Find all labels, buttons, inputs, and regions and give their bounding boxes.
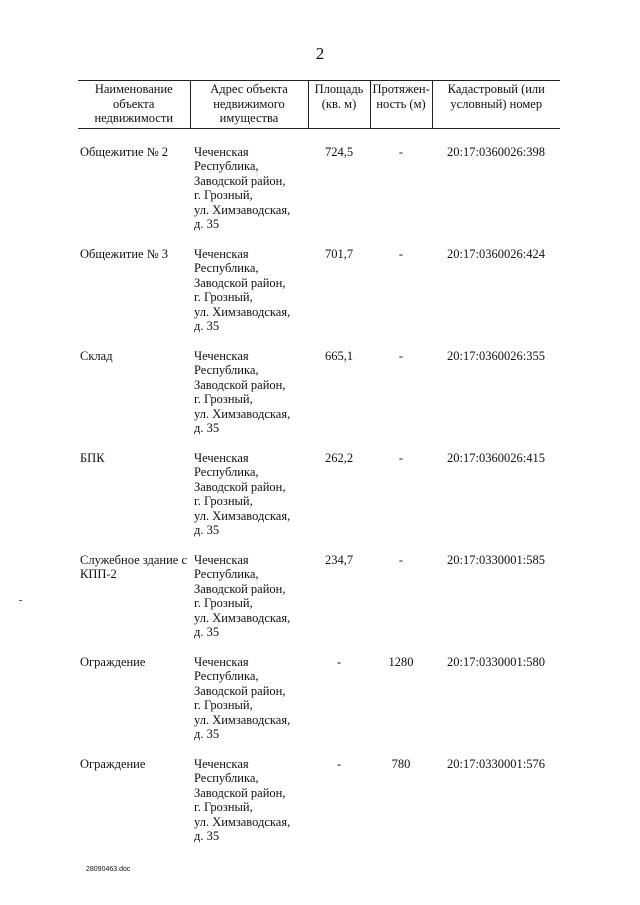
- address-line: Заводской район,: [194, 683, 286, 698]
- object-area: -: [336, 654, 342, 669]
- address-line: ул. Химзаводская,: [194, 508, 291, 523]
- object-address: [190, 757, 308, 859]
- address-line: Заводской район,: [194, 581, 286, 596]
- address-line: д. 35: [194, 625, 220, 639]
- object-address: [190, 553, 308, 655]
- table-row: [78, 655, 560, 757]
- cadastral-number: 20:17:0360026:415: [447, 450, 545, 465]
- object-name: БПК: [80, 450, 105, 465]
- address-line: ул. Химзаводская,: [194, 304, 291, 319]
- object-name: Общежитие № 3: [80, 246, 169, 261]
- header-area: Площадь (кв. м): [308, 81, 370, 129]
- address-line: Чеченская: [194, 654, 249, 669]
- address-line: ул. Химзаводская,: [194, 814, 291, 829]
- address-line: Заводской район,: [194, 377, 286, 392]
- address-line: Заводской район,: [194, 479, 286, 494]
- address-line: Чеченская: [194, 348, 249, 363]
- table-header-row: [78, 81, 560, 129]
- address-line: Чеченская: [194, 144, 249, 159]
- table-row: [78, 247, 560, 349]
- cadastral-number: 20:17:0330001:576: [447, 756, 545, 771]
- cadastral-number: 20:17:0360026:398: [447, 144, 545, 159]
- address-line: Республика,: [194, 669, 259, 683]
- address-line: г. Грозный,: [194, 800, 253, 814]
- address-line: Республика,: [194, 465, 259, 479]
- header-cadastral: Кадастровый (или условный) номер: [432, 81, 560, 129]
- address-line: ул. Химзаводская,: [194, 202, 291, 217]
- table-row: [78, 757, 560, 859]
- address-line: Чеченская: [194, 450, 249, 465]
- address-line: Чеченская: [194, 756, 249, 771]
- address-line: д. 35: [194, 523, 220, 537]
- address-line: д. 35: [194, 217, 220, 231]
- header-name: Наименование объекта недвижимости: [78, 81, 190, 129]
- object-area: 701,7: [324, 246, 354, 261]
- object-area: 724,5: [324, 144, 354, 159]
- cadastral-number: 20:17:0330001:580: [447, 654, 545, 669]
- object-name: Общежитие № 2: [80, 144, 169, 159]
- address-line: г. Грозный,: [194, 188, 253, 202]
- object-area: 234,7: [324, 552, 354, 567]
- object-address: [190, 128, 308, 247]
- header-length: Протяжен-ность (м): [370, 81, 432, 129]
- header-address: Адрес объекта недвижимого имущества: [190, 81, 308, 129]
- address-line: г. Грозный,: [194, 494, 253, 508]
- address-line: г. Грозный,: [194, 698, 253, 712]
- cadastral-number: 20:17:0360026:355: [447, 348, 545, 363]
- object-area: 262,2: [324, 450, 354, 465]
- object-address: [190, 655, 308, 757]
- address-line: д. 35: [194, 319, 220, 333]
- object-length: -: [398, 348, 404, 363]
- table-row: [78, 349, 560, 451]
- object-length: -: [398, 450, 404, 465]
- cadastral-number: 20:17:0360026:424: [447, 246, 545, 261]
- address-line: Республика,: [194, 771, 259, 785]
- address-line: д. 35: [194, 727, 220, 741]
- table-body: [78, 128, 560, 859]
- object-name: Ограждение: [80, 654, 146, 669]
- table-row: [78, 128, 560, 247]
- address-line: Чеченская: [194, 246, 249, 261]
- object-area: 665,1: [324, 348, 354, 363]
- address-line: Республика,: [194, 261, 259, 275]
- address-line: Чеченская: [194, 552, 249, 567]
- address-line: ул. Химзаводская,: [194, 610, 291, 625]
- object-name: Склад: [80, 348, 113, 363]
- address-line: Республика,: [194, 567, 259, 581]
- object-length: 780: [391, 756, 411, 771]
- object-address: [190, 247, 308, 349]
- page-number: 2: [315, 44, 325, 63]
- object-length: -: [398, 552, 404, 567]
- file-name: 28090463.doc: [86, 866, 131, 873]
- object-name: Ограждение: [80, 756, 146, 771]
- object-length: -: [398, 144, 404, 159]
- property-table: [78, 80, 560, 859]
- address-line: д. 35: [194, 421, 220, 435]
- address-line: Заводской район,: [194, 173, 286, 188]
- address-line: д. 35: [194, 829, 220, 843]
- object-area: -: [336, 756, 342, 771]
- address-line: Заводской район,: [194, 275, 286, 290]
- table-row: [78, 553, 560, 655]
- address-line: Заводской район,: [194, 785, 286, 800]
- object-address: [190, 349, 308, 451]
- object-length: -: [398, 246, 404, 261]
- address-line: ул. Химзаводская,: [194, 406, 291, 421]
- address-line: г. Грозный,: [194, 290, 253, 304]
- margin-mark: [19, 600, 22, 601]
- object-name: Служебное здание с КПП-2: [80, 552, 188, 581]
- table-row: [78, 451, 560, 553]
- cadastral-number: 20:17:0330001:585: [447, 552, 545, 567]
- address-line: Республика,: [194, 159, 259, 173]
- address-line: г. Грозный,: [194, 596, 253, 610]
- address-line: г. Грозный,: [194, 392, 253, 406]
- address-line: ул. Химзаводская,: [194, 712, 291, 727]
- object-length: 1280: [388, 654, 414, 669]
- object-address: [190, 451, 308, 553]
- address-line: Республика,: [194, 363, 259, 377]
